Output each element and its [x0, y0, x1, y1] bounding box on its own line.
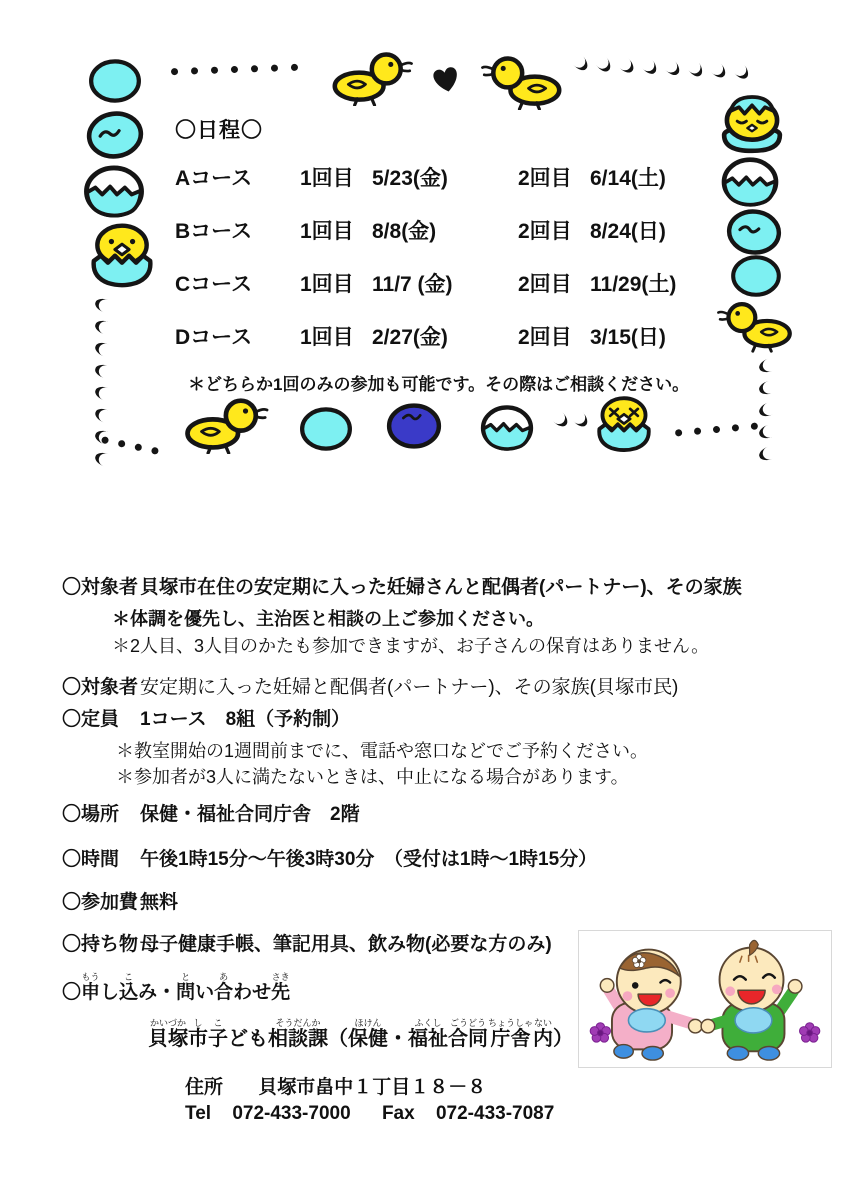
contact-organization: 貝塚かいづか市し子こども相談課そうだんか（保健ほけん・福祉ふくし合同ごうどう庁舎ちょうしゃ内ない）	[148, 1018, 573, 1050]
egg-icon	[728, 254, 784, 298]
audience-bold-line	[62, 572, 742, 599]
capacity-line	[62, 704, 350, 731]
dots-bottom-left	[101, 436, 159, 455]
hatching-chick-icon	[585, 392, 663, 452]
fax-number: 072-433-7087	[435, 1103, 555, 1124]
contact-heading: 〇申もうし込こみ・問とい合あわせ先さき	[62, 972, 291, 1003]
tel-label: Tel	[185, 1103, 212, 1124]
flower-icon	[800, 1023, 820, 1042]
schedule-row-c	[175, 268, 676, 321]
schedule-row-a	[175, 162, 676, 215]
schedule-row-d	[175, 321, 676, 374]
baby-green	[701, 940, 802, 1060]
fee-label: 〇参加費	[62, 892, 139, 913]
audience-note-2: ＊2人目、3人目のかたも参加できますが、お子さんの保育はありません。	[112, 636, 710, 656]
fee-text: 無料	[140, 892, 179, 913]
schedule-title: 〇日程〇	[175, 119, 263, 142]
address-value: 貝塚市畠中１丁目１８－８	[258, 1077, 487, 1098]
session2-label: 2回目	[518, 326, 572, 349]
items-label: 〇持ち物	[62, 934, 139, 955]
contact-address-line	[185, 1072, 486, 1099]
dark-blue-egg-icon	[385, 402, 443, 450]
session1-date: 2/27(金)	[372, 326, 448, 349]
running-chick-icon	[715, 298, 799, 354]
session1-label: 1回目	[300, 220, 354, 243]
tel-number: 072-433-7000	[232, 1103, 351, 1124]
cracked-egg-icon	[723, 205, 786, 259]
address-label: 住所	[185, 1077, 224, 1098]
schedule-row-b	[175, 215, 676, 268]
course-name: Aコース	[175, 167, 253, 190]
session1-date: 8/8(金)	[372, 220, 437, 243]
audience-line	[62, 672, 678, 699]
open-egg-icon	[719, 156, 781, 208]
session1-date: 5/23(金)	[372, 167, 448, 190]
sleeping-chick-icon	[713, 92, 791, 154]
fee-line	[62, 887, 178, 914]
items-text: 母子健康手帳、筆記用具、飲み物(必要な方のみ)	[140, 934, 552, 955]
open-egg-icon	[477, 404, 537, 452]
running-chick-icon	[323, 50, 417, 106]
session2-label: 2回目	[518, 167, 572, 190]
running-chick-icon	[177, 396, 271, 454]
heart-icon	[426, 61, 465, 97]
decorative-egg-frame	[85, 52, 797, 470]
session2-label: 2回目	[518, 273, 572, 296]
cracked-egg-icon	[82, 106, 148, 164]
baby-pink	[600, 950, 702, 1060]
session1-label: 1回目	[300, 167, 354, 190]
session1-label: 1回目	[300, 326, 354, 349]
dashes-right	[759, 360, 772, 461]
fax-label: Fax	[381, 1103, 415, 1124]
course-name: Dコース	[175, 326, 253, 349]
session2-date: 3/15(日)	[590, 326, 666, 349]
flower-icon	[590, 1023, 610, 1042]
audience-text: 安定期に入った妊婦と配偶者(パートナー)、その家族(貝塚市民)	[140, 677, 679, 698]
audience-label: 〇対象者	[62, 577, 139, 598]
two-babies-holding-hands-image	[579, 931, 831, 1067]
place-label: 〇場所	[62, 804, 120, 825]
capacity-text: 1コース 8組（予約制）	[140, 709, 351, 730]
egg-icon	[87, 58, 143, 104]
place-line	[62, 799, 360, 826]
egg-icon	[297, 406, 355, 452]
audience-label: 〇対象者	[62, 677, 139, 698]
course-name: Cコース	[175, 273, 253, 296]
items-line	[62, 929, 552, 956]
capacity-note-2: ＊参加者が3人に満たないときは、中止になる場合があります。	[116, 767, 629, 787]
time-label: 〇時間	[62, 849, 120, 870]
session1-label: 1回目	[300, 273, 354, 296]
capacity-label: 〇定員	[62, 709, 120, 730]
dots-top	[171, 64, 298, 75]
course-name: Bコース	[175, 220, 253, 243]
contact-tel-line	[185, 1103, 554, 1125]
session2-date: 11/29(土)	[590, 273, 677, 296]
place-text: 保健・福祉合同庁舎 2階	[140, 804, 360, 825]
hatching-chick-icon	[85, 218, 159, 288]
schedule-note: ＊どちらか1回のみの参加も可能です。その際はご相談ください。	[188, 375, 690, 394]
dots-bottom-right	[675, 422, 758, 436]
session2-date: 6/14(土)	[590, 167, 666, 190]
capacity-note-1: ＊教室開始の1週間前までに、電話や窓口などでご予約ください。	[116, 741, 649, 761]
open-egg-icon	[82, 164, 146, 219]
time-line	[62, 844, 597, 871]
schedule-table	[175, 162, 676, 374]
two-babies-illustration	[578, 930, 832, 1068]
running-chick-icon	[477, 54, 571, 110]
dashes-bottom	[555, 414, 588, 427]
time-text: 午後1時15分～午後3時30分 （受付は1時～1時15分）	[140, 849, 598, 870]
audience-note-1: ＊体調を優先し、主治医と相談の上ご参加ください。	[112, 609, 544, 629]
session1-date: 11/7 (金)	[372, 273, 453, 296]
session2-date: 8/24(日)	[590, 220, 666, 243]
audience-text: 貝塚市在住の安定期に入った妊婦さんと配偶者(パートナー)、その家族	[140, 577, 742, 598]
session2-label: 2回目	[518, 220, 572, 243]
dashes-top-right	[575, 57, 749, 79]
